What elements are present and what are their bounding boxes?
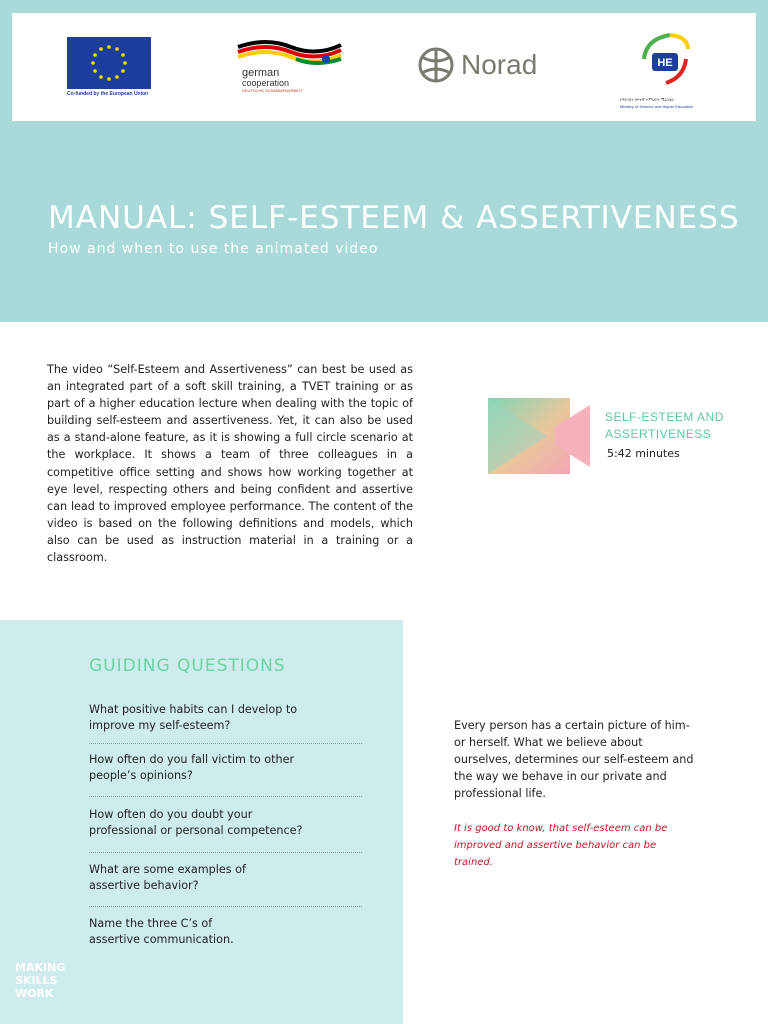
mark-line: MAKING	[15, 961, 66, 974]
making-skills-work-mark	[15, 961, 65, 1000]
video-title	[605, 409, 745, 443]
question-line: assertive communication.	[89, 933, 234, 946]
intro-paragraph: The video “Self-Esteem and Assertiveness” can best be used as an integrated part of a soft skill training, a TVET training or as part of a higher education lecture when dealing with the topic of building self-esteem and assertiveness. Yet, it can also be used as a stand-alone feature, as it is showing a full circle scenario at the workplace. It shows a team of three colleagues in a competitive office setting and shows how working together at eye level, respecting others and being confident and assertive can lead to improved employee performance. The content of the video is based on the following definitions and models, which also can be used as instruction material in a training or a classroom.	[47, 363, 413, 565]
question-line: How often do you doubt your	[89, 808, 253, 821]
page-title: MANUAL: SELF-ESTEEM & ASSERTIVENESS	[48, 200, 740, 236]
norad-emblem-icon	[416, 39, 456, 91]
mohe-emblem-icon	[630, 29, 700, 91]
question-line: Name the three C’s of	[89, 917, 213, 930]
guiding-question	[89, 752, 364, 784]
norad-text: Norad	[461, 49, 538, 80]
self-picture-paragraph: Every person has a certain picture of him- or herself. What we believe about ourselves, determines our self-esteem and the way we behave in our private and professional life.	[454, 719, 694, 800]
giz-deutsche: DEUTSCHE ZUSAMMENARBEIT	[242, 88, 303, 93]
question-line: What are some examples of	[89, 863, 246, 876]
question-line: assertive behavior?	[89, 879, 199, 892]
guiding-questions-title: GUIDING QUESTIONS	[89, 656, 286, 676]
eu-caption: Co-funded by the European Union	[67, 91, 149, 97]
guiding-question	[89, 807, 364, 839]
mark-line: WORK	[15, 987, 54, 1000]
giz-cooperation: cooperation	[242, 78, 290, 88]
question-divider	[89, 906, 362, 907]
video-duration: 5:42 minutes	[607, 447, 680, 460]
question-line: people’s opinions?	[89, 769, 193, 782]
good-to-know-note: It is good to know, that self-esteem can be improved and assertive behavior can be trained.	[454, 823, 668, 868]
mohe-caption-native: የሳይንስና ከፍተኛ ትምህርት ሚኒስቴር	[620, 97, 674, 102]
guiding-question	[89, 702, 364, 734]
svg-text:HE: HE	[657, 57, 673, 69]
german-ethiopian-flag-swoosh-icon	[236, 37, 346, 67]
question-divider	[89, 796, 362, 797]
mohe-caption: Ministry of Science and Higher Education	[620, 104, 694, 109]
video-camera-icon	[487, 397, 591, 475]
question-line: What positive habits can I develop to	[89, 703, 298, 716]
guiding-question	[89, 862, 364, 894]
question-divider	[89, 852, 362, 853]
eu-flag-icon	[67, 37, 151, 89]
page-subtitle: How and when to use the animated video	[48, 241, 379, 257]
guiding-question	[89, 916, 364, 948]
question-line: professional or personal competence?	[89, 824, 303, 837]
logo-strip	[12, 13, 756, 121]
question-line: improve my self-esteem?	[89, 719, 231, 732]
video-title-line2: ASSERTIVENESS	[605, 427, 712, 441]
question-line: How often do you fall victim to other	[89, 753, 295, 766]
question-divider	[89, 743, 362, 744]
video-title-line1: SELF-ESTEEM AND	[605, 410, 724, 424]
eu-logo	[67, 37, 157, 97]
giz-german: german	[242, 67, 280, 79]
mark-line: SKILLS	[15, 974, 58, 987]
